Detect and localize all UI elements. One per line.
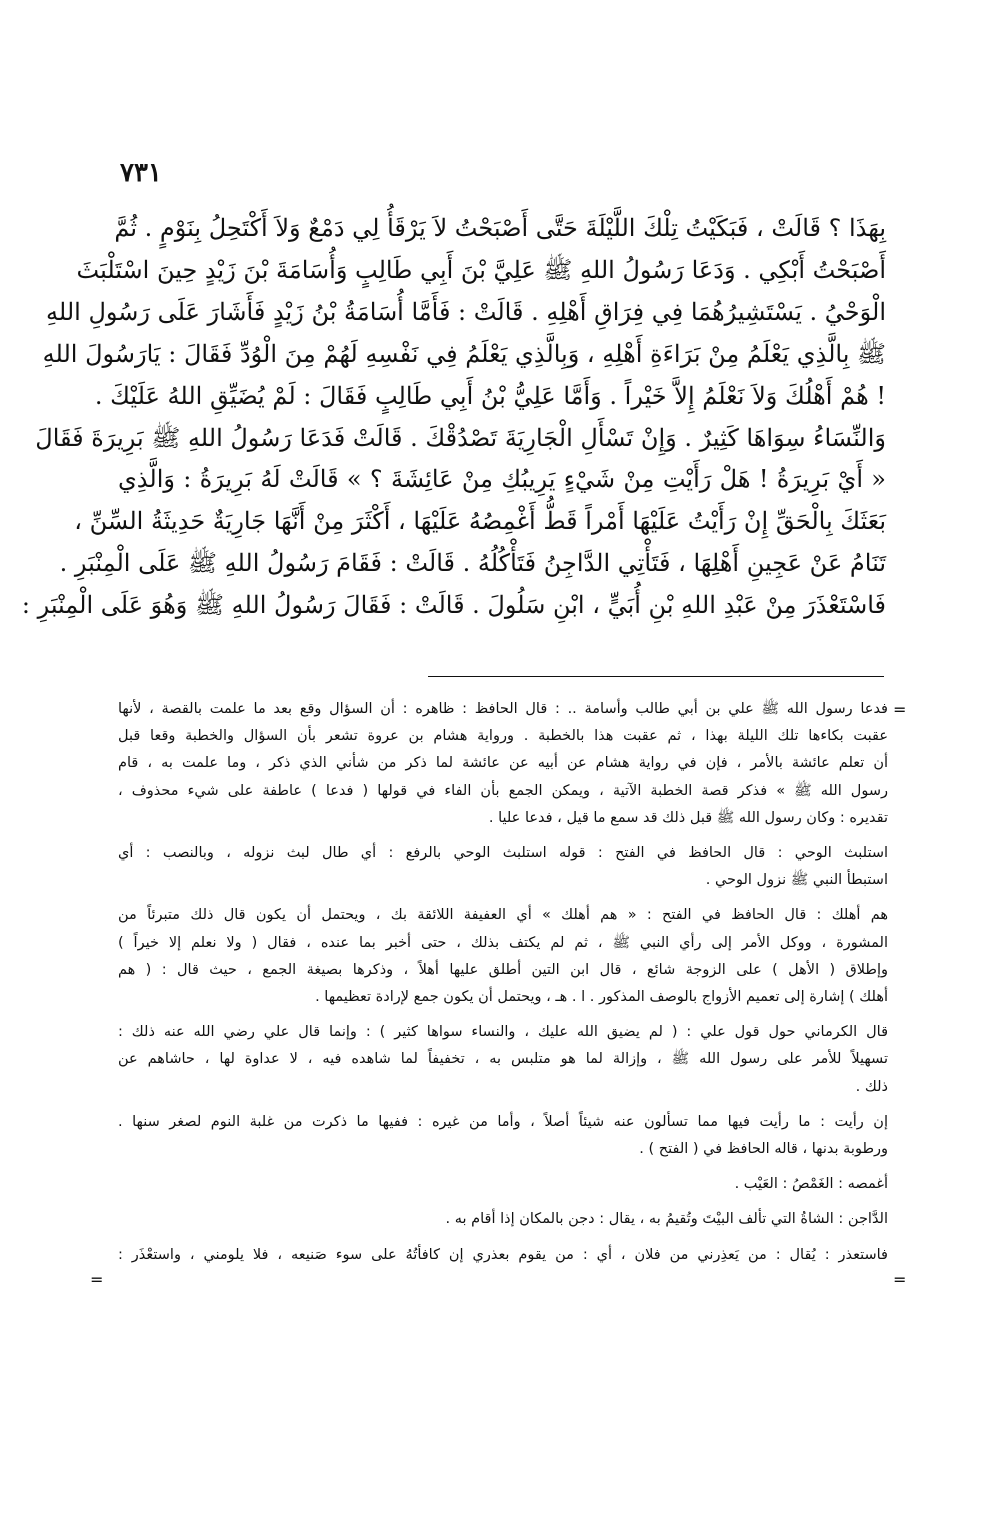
- main-text-line: الْوَحْيُ . يَسْتَشِيرُهُمَا فِي فِرَاقِ أَهْلِهِ . قَالَتْ : فَأَمَّا أُسَامَةُ بْنُ زَيْدٍ فَأَشَارَ عَلَى رَسُولِ اللهِ: [46, 297, 886, 326]
- footnote-line: ورطوبة بدنها ، قاله الحافظ في ( الفتح ) .: [639, 1141, 888, 1158]
- footnote-line: فدعا رسول الله ﷺ علي بن أبي طالب وأسامة .. : قال الحافظ : ظاهره : أن السؤال وقع بعد ما علمت بالقصة ، لأنها: [118, 701, 888, 717]
- main-text-line: أَصْبَحْتُ أَبْكِي . وَدَعَا رَسُولُ اللهِ ﷺ عَلِيَّ بْنَ أَبِي طَالِبٍ وَأُسَامَةَ بْنَ زَيْدٍ حِينَ اسْتَلْبَثَ: [76, 255, 886, 284]
- footnote: [118, 1019, 888, 1101]
- footnote-line: استلبث الوحي : قال الحافظ في الفتح : قوله استلبث الوحي بالرفع : أي طال لبث نزوله ، وبالنصب : أي: [118, 845, 888, 862]
- footnote-line: قال الكرماني حول قول علي : ( لم يضيق الله عليك ، والنساء سواها كثير ) : وإنما قال علي رضي الله عنه ذلك :: [118, 1024, 888, 1041]
- footnote: [118, 1206, 888, 1233]
- footnote-line: الدَّاجن : الشاةُ التي تألف البيْتَ وتُقيمُ به ، يقال : دجن بالمكان إذا أقام به .: [445, 1211, 888, 1228]
- continuation-mark: =: [893, 700, 907, 719]
- main-text-line: بَعَثَكَ بِالْحَقِّ إِنْ رَأَيْتُ عَلَيْهَا أَمْراً قَطُّ أَغْمِصُهُ عَلَيْهَا ، أَكْثَرَ مِنْ أَنَّهَا جَارِيَةٌ حَدِيثَةُ السِّنِّ ،: [74, 507, 886, 536]
- footnote-line: ذلك .: [855, 1078, 888, 1095]
- main-text: [21, 208, 886, 627]
- footnote-line: تقديره : وكان رسول الله ﷺ قبل ذلك قد سمع ما قيل ، فدعا عليا .: [488, 809, 888, 826]
- footnote-line: المشورة ، ووكل الأمر إلى رأي النبي ﷺ ، ثم لم يكتف بذلك ، حتى أخبر بما عنده ، فقال ( ولا نعلم إلا خيراً ): [118, 934, 888, 951]
- footnote-line: هم أهلك : قال الحافظ في الفتح : « هم أهلك » أي العفيفة اللائقة بك ، ويحتمل أن يكون قال ذلك متبرئاً من: [118, 907, 888, 924]
- footnote-line: رسول الله ﷺ » فذكر قصة الخطبة الآتية ، ويمكن الجمع بأن الفاء في قولها ( فدعا ) عاطفة على شيء محذوف ،: [118, 782, 888, 799]
- main-text-line: ﷺ بِالَّذِي يَعْلَمُ مِنْ بَرَاءَةِ أَهْلِهِ ، وَبِالَّذِي يَعْلَمُ فِي نَفْسِهِ لَهُمْ مِنَ الْوُدِّ فَقَالَ : يَارَسُولَ اللهِ: [42, 339, 886, 368]
- page-number: ٧٣١: [120, 158, 162, 188]
- main-text-line: « أَيْ بَرِيرَةُ ! هَلْ رَأَيْتِ مِنْ شَيْءٍ يَرِيبُكِ مِنْ عَائِشَةَ ؟ » قَالَتْ لَهُ بَرِيرَةُ : وَالَّذِي: [118, 465, 886, 494]
- continuation-mark: =: [893, 1270, 907, 1289]
- footnote-line: إن رأيت : ما رأيت فيها مما تسألون عنه شيئاً أصلاً ، وأما من غيره : ففيها ما ذكرت من غلبة النوم لصغر سنها .: [118, 1113, 888, 1130]
- footnotes: [118, 696, 888, 1277]
- footnote: [118, 1109, 888, 1163]
- footnote: [118, 1242, 888, 1269]
- footnote-separator: [428, 676, 884, 677]
- footnote-line: أهلك ) إشارة إلى تعميم الأزواج بالوصف المذكور . ا . هـ ، ويحتمل أن يكون جمع لإرادة تعظيمها .: [315, 989, 888, 1006]
- footnote-line: تسهيلاً للأمر على رسول الله ﷺ ، وإزالة لما هو متلبس به ، تخفيفاً لما شاهده فيه ، لا عداوة لها ، حاشاهم عن: [118, 1051, 888, 1068]
- main-text-line: فَاسْتَعْذَرَ مِنْ عَبْدِ اللهِ بْنِ أُبَيٍّ ، ابْنِ سَلُولَ . قَالَتْ : فَقَالَ رَسُولُ اللهِ ﷺ وَهُوَ عَلَى الْمِنْبَرِ :: [21, 591, 886, 620]
- continuation-mark: =: [90, 1270, 104, 1289]
- footnote-line: استبطأ النبي ﷺ نزول الوحي .: [705, 872, 888, 889]
- footnote: [118, 696, 888, 832]
- footnote-line: أغمصه : الغَمْصُ : العَيْب .: [734, 1176, 888, 1193]
- footnote: [118, 1171, 888, 1198]
- footnote: [118, 902, 888, 1011]
- footnote-line: أن تعلم عائشة بالأمر ، فإن في رواية هشام عن أبيه عن عائشة لما ذكر من شأني الذي ذكر ، وما علمت به ، قام: [118, 755, 888, 772]
- footnote-line: عقبت بكاءها تلك الليلة بهذا ، ثم عقبت هذا بالخطبة . ورواية هشام بن عروة تشعر بأن السؤال والخطبة وقعا قبل: [118, 728, 888, 745]
- main-text-line: بِهَذَا ؟ قَالَتْ ، فَبَكَيْتُ تِلْكَ اللَّيْلَةَ حَتَّى أَصْبَحْتُ لاَ يَرْقَأُ لِي دَمْعٌ وَلاَ أَكْتَحِلُ بِنَوْمٍ . ثُمَّ: [114, 214, 886, 242]
- footnote-line: فاستعذر : يُقال : من يَعذِرني من فلان ، أي : من يقوم بعذري إن كافأتُهُ على سوء صَنيعه ، فلا يلومني ، واستعْذَر :: [118, 1246, 888, 1263]
- footnote-line: وإطلاق ( الأهل ) على الزوجة شائع ، قال ابن التين أطلق عليها أهلاً ، وذكرها بصيغة الجمع ، حيث قال : ( هم: [118, 961, 888, 978]
- main-text-line: ! هُمْ أَهْلُكَ وَلاَ نَعْلَمُ إِلاَّ خَيْراً . وَأَمَّا عَلِيُّ بْنُ أَبِي طَالِبٍ فَقَالَ : لَمْ يُضَيِّقِ اللهُ عَلَيْكَ .: [94, 381, 886, 410]
- main-text-line: وَالنِّسَاءُ سِوَاهَا كَثِيرٌ . وَإِنْ تَسْأَلِ الْجَارِيَةَ تَصْدُقْكَ . قَالَتْ فَدَعَا رَسُولُ اللهِ ﷺ بَرِيرَةَ فَقَالَ: [35, 423, 886, 452]
- main-text-line: تَنَامُ عَنْ عَجِينِ أَهْلِهَا ، فَتَأْتِي الدَّاجِنُ فَتَأْكُلُهُ . قَالَتْ : فَقَامَ رَسُولُ اللهِ ﷺ عَلَى الْمِنْبَرِ .: [59, 549, 886, 578]
- footnote: [118, 840, 888, 894]
